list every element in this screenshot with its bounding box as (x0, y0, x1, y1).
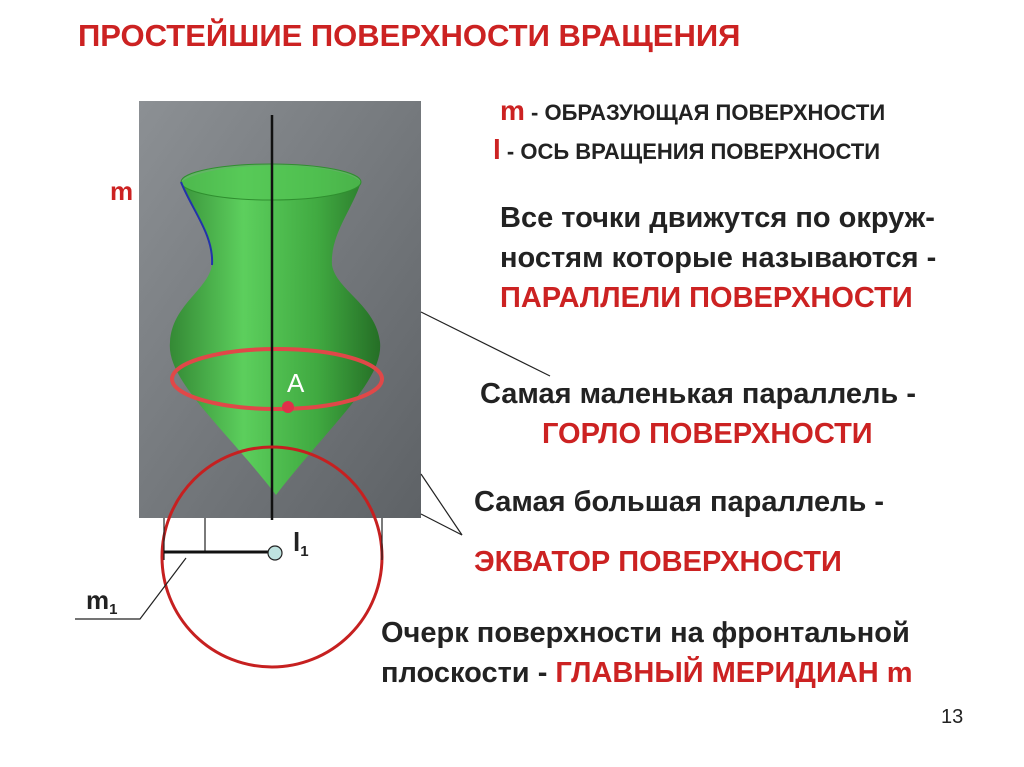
definition-l-text: - ОСЬ ВРАЩЕНИЯ ПОВЕРХНОСТИ (500, 139, 881, 164)
meridian-line-1: Очерк поверхности на фронтальной (381, 617, 910, 649)
label-m1 (86, 585, 117, 618)
point-a-dot (282, 401, 294, 413)
definition-m-letter: m (500, 95, 525, 126)
definition-m-text: - ОБРАЗУЮЩАЯ ПОВЕРХНОСТИ (524, 100, 886, 125)
page-number: 13 (941, 706, 964, 728)
slide-title: ПРОСТЕЙШИЕ ПОВЕРХНОСТИ ВРАЩЕНИЯ (78, 18, 741, 53)
equator-line-1: Самая большая параллель - (474, 486, 885, 518)
definition-l (493, 134, 880, 166)
axis-projection-point (268, 546, 282, 560)
equator-leader-top (421, 474, 462, 535)
parallels-term: ПАРАЛЛЕЛИ ПОВЕРХНОСТИ (500, 282, 913, 314)
label-m1-sub: 1 (109, 601, 118, 618)
label-l1-letter: l (293, 527, 301, 557)
meridian-line-2-prefix: плоскости - (381, 657, 556, 689)
parallels-line-2: ностям которые называются - (500, 242, 937, 274)
label-point-a: A (287, 368, 305, 398)
label-m: m (110, 176, 134, 206)
equator-leader-bottom (421, 514, 462, 535)
meridian-term: ГЛАВНЫЙ МЕРИДИАН m (555, 657, 913, 689)
label-l1-sub: 1 (300, 543, 309, 560)
meridian-block (381, 613, 913, 693)
definition-m (500, 95, 885, 127)
throat-leader (421, 312, 550, 376)
parallels-line-1: Все точки движутся по окруж- (500, 202, 935, 234)
label-l1 (293, 527, 309, 560)
parallels-block (500, 198, 936, 318)
meridian-line-2 (381, 653, 913, 693)
equator-term: ЭКВАТОР ПОВЕРХНОСТИ (474, 546, 842, 578)
definition-l-letter: l (493, 134, 501, 165)
throat-line-1: Самая маленькая параллель - (480, 378, 916, 410)
label-m1-letter: m (86, 585, 110, 615)
throat-block (480, 374, 916, 454)
throat-term: ГОРЛО ПОВЕРХНОСТИ (542, 418, 873, 450)
